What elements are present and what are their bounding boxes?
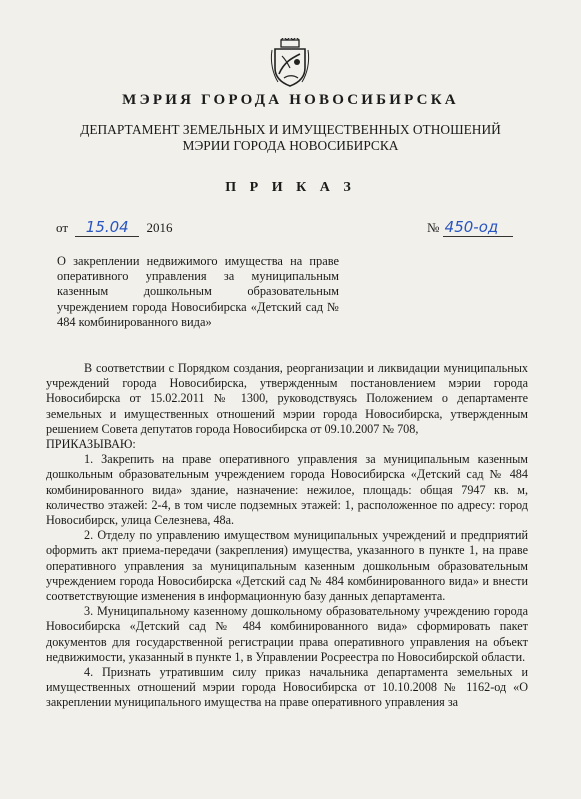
organization-name: МЭРИЯ ГОРОДА НОВОСИБИРСКА — [122, 92, 459, 108]
city-coat-of-arms-icon — [270, 38, 310, 88]
handwritten-number: 450-од — [443, 218, 513, 237]
order-item-2: 2. Отделу по управлению имуществом муниципальных учреждений и предприятий оформить акт приема-передачи (закрепления) имущества, указанного в пункте 1, на праве оперативного управления за муниципальным казенным дошкольным образовательным учреждением города Новосибирска «Детский сад № 484 комбинированного вида» и внести соответствующие изменения в информационную базу данных департамента. — [46, 528, 528, 604]
order-word: ПРИКАЗЫВАЮ: — [46, 437, 136, 452]
document-body — [46, 361, 528, 711]
order-item-4: 4. Признать утратившим силу приказ начальника департамента земельных и имущественных отношений мэрии города Новосибирска от 10.10.2008 № 1162-од «О закреплении муниципального имущества на праве оперативного управления за — [46, 665, 528, 710]
date-prefix: от — [56, 220, 69, 235]
order-item-1: 1. Закрепить на праве оперативного управления за муниципальным казенным дошкольным образовательным учреждением города Новосибирска «Детский сад № 484 комбинированного вида» здание, назначение: нежилое, площадь: общая 7947 кв. м, количество этажей: 2-4, в том числе подземных этажей: 1, расположенное по адресу: город Новосибирск, улица Селезнева, 48а. — [46, 452, 528, 528]
order-item-3: 3. Муниципальному казенному дошкольному образовательному учреждению города Новосибирска «Детский сад № 484 комбинированного вида» сформировать пакет документов для государственной регистрации права оперативного управления на объект недвижимости, указанный в пункте 1, в Управлении Росреестра по Новосибирской области. — [46, 604, 528, 664]
document-type: П Р И К А З — [225, 180, 356, 195]
number-prefix: № — [427, 220, 440, 235]
date-year: 2016 — [146, 220, 173, 235]
subject-text: О закреплении недвижимого имущества на праве оперативного управления за муниципальным казенным дошкольным образовательным учреждением города Новосибирска «Детский сад № 484 комбинированного вида» — [57, 254, 339, 329]
preamble-paragraph: В соответствии с Порядком создания, реорганизации и ликвидации муниципальных учреждений города Новосибирска, утвержденным постановлением мэрии города Новосибирска от 15.02.2011 № 1300, руководствуясь Положением о департаменте земельных и имущественных отношений мэрии города Новосибирска, утвержденным решением Совета депутатов города Новосибирска от 09.10.2007 № 708, — [46, 361, 528, 436]
department-name — [0, 122, 581, 154]
department-line-2: МЭРИИ ГОРОДА НОВОСИБИРСКА — [182, 138, 399, 153]
document-subject — [57, 254, 339, 330]
department-line-1: ДЕПАРТАМЕНТ ЗЕМЕЛЬНЫХ И ИМУЩЕСТВЕННЫХ ОТНОШЕНИЙ — [80, 122, 501, 137]
document-number — [427, 218, 513, 237]
document-date — [56, 218, 173, 237]
handwritten-date: 15.04 — [75, 218, 139, 237]
